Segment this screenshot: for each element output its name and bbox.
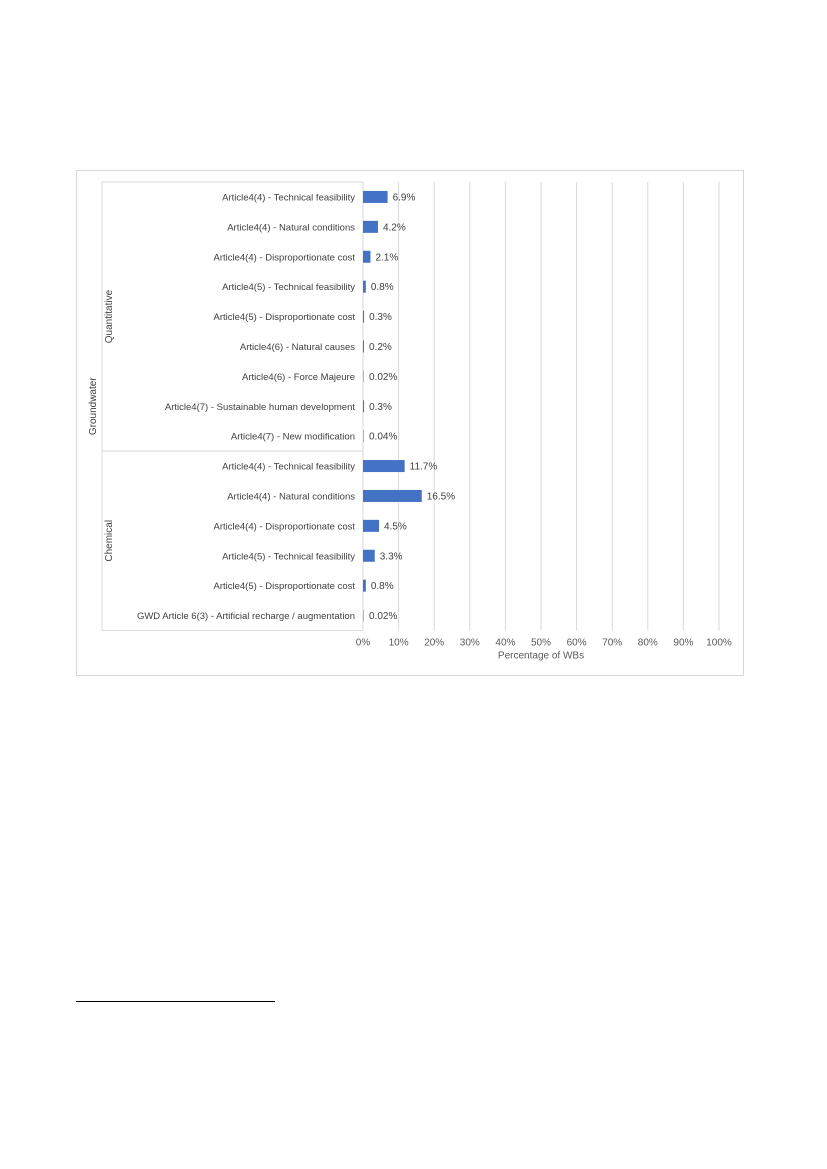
bar [363,191,388,203]
bar [363,311,364,323]
category-label: Article4(6) - Natural causes [239,341,355,353]
x-tick-label: 90% [673,637,694,649]
bar-value-label: 0.2% [369,341,392,353]
category-label: Article4(5) - Disproportionate cost [213,581,355,593]
bar [363,340,364,352]
bar-value-label: 4.2% [382,222,406,234]
category-label: Article4(5) - Technical feasibility [222,551,355,563]
x-tick-label: 0% [355,637,371,649]
bar [363,550,375,562]
bar-value-label: 0.3% [369,312,392,324]
bar-value-label: 16.5% [426,491,456,503]
category-label: Article4(4) - Natural conditions [227,222,355,234]
x-tick-label: 80% [637,637,658,649]
bar [363,370,364,382]
bar [363,610,364,622]
bar-value-label: 4.5% [384,521,407,533]
bar-value-label: 3.3% [379,551,403,563]
category-label: Article4(5) - Technical feasibility [222,282,355,294]
bar [363,460,405,472]
x-tick-label: 40% [495,637,516,649]
x-tick-label: 100% [706,637,732,649]
category-label: Article4(4) - Disproportionate cost [213,252,355,264]
category-label: Article4(7) - New modification [230,431,355,443]
footnote-separator [76,1001,275,1002]
bar [363,221,378,233]
chart-frame [76,170,744,676]
bar [363,520,379,532]
bar-value-label: 0.3% [369,401,392,413]
category-label: GWD Article 6(3) - Artificial recharge / augmentation [136,611,355,623]
bar-value-label: 0.04% [369,431,398,443]
bar-value-label: 0.8% [370,581,394,593]
category-label: Article4(4) - Technical feasibility [222,461,355,473]
bar [363,400,364,412]
x-axis-title: Percentage of WBs [497,650,585,662]
x-tick-label: 10% [388,637,409,649]
category-label: Article4(7) - Sustainable human development [164,401,355,413]
category-label: Article4(4) - Natural conditions [227,491,355,503]
bar [363,281,366,293]
bar [363,490,422,502]
category-label: Article4(4) - Disproportionate cost [213,521,355,533]
group-label: Quantitative [104,289,115,344]
bar [363,580,366,592]
bar [363,430,364,442]
category-label: Article4(5) - Disproportionate cost [213,312,355,324]
bar-value-label: 0.02% [369,371,398,383]
category-label: Article4(6) - Force Majeure [242,371,355,383]
bar-chart [77,171,745,677]
group-label: Chemical [104,519,115,562]
x-tick-label: 20% [424,637,445,649]
outer-group-label: Groundwater [88,377,99,436]
x-tick-label: 50% [530,637,552,649]
bar [363,251,370,263]
x-tick-label: 60% [566,637,587,649]
x-tick-label: 70% [602,637,623,649]
bar-value-label: 2.1% [375,252,399,264]
category-label: Article4(4) - Technical feasibility [222,192,355,204]
bar-value-label: 6.9% [392,192,416,204]
bar-value-label: 11.7% [409,461,438,473]
bar-value-label: 0.02% [369,611,398,623]
x-tick-label: 30% [459,637,480,649]
bar-value-label: 0.8% [370,282,394,294]
